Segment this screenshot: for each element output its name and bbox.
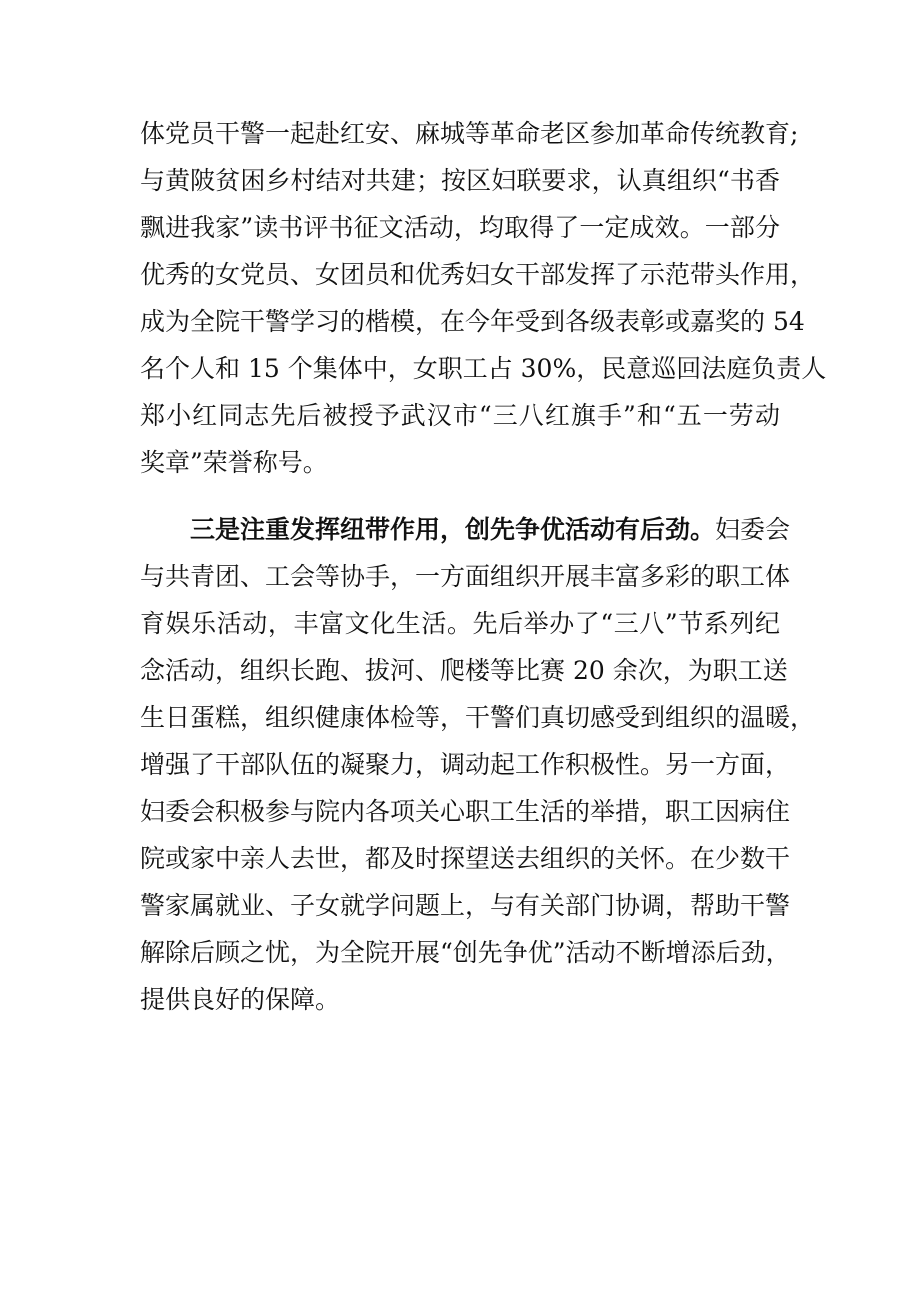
paragraph-2-line: 院或家中亲人去世，都及时探望送去组织的关怀。在少数干 — [140, 844, 791, 873]
paragraph-2-line: 妇委会积极参与院内各项关心职工生活的举措，职工因病住 — [140, 797, 791, 826]
paragraph-1-line: 体党员干警一起赴红安、麻城等革命老区参加革命传统教育; — [140, 119, 799, 148]
paragraph-2-line: 解除后顾之忧，为全院开展“创先争优”活动不断增添后劲， — [140, 938, 791, 967]
paragraph-1-line: 名个人和 15 个集体中，女职工占 30%，民意巡回法庭负责人 — [140, 354, 827, 383]
paragraph-2-line: 与共青团、工会等协手，一方面组织开展丰富多彩的职工体 — [140, 562, 791, 591]
paragraph-1-line: 飘进我家”读书评书征文活动，均取得了一定成效。一部分 — [140, 213, 780, 242]
paragraph-2-first-line — [140, 506, 791, 553]
paragraph-2-line: 增强了干部队伍的凝聚力，调动起工作积极性。另一方面， — [140, 750, 791, 779]
paragraph-1 — [140, 110, 827, 486]
paragraph-2-line: 育娱乐活动，丰富文化生活。先后举办了“三八”节系列纪 — [140, 609, 780, 638]
paragraph-2-line: 警家属就业、子女就学问题上，与有关部门协调，帮助干警 — [140, 891, 791, 920]
paragraph-1-line: 与黄陂贫困乡村结对共建；按区妇联要求，认真组织“书香 — [140, 166, 780, 195]
paragraph-2-line: 念活动，组织长跑、拔河、爬楼等比赛 20 余次，为职工送 — [140, 656, 788, 685]
paragraph-1-line: 郑小红同志先后被授予武汉市“三八红旗手”和“五一劳动 — [140, 401, 780, 430]
paragraph-2 — [140, 506, 816, 1023]
paragraph-2-first-line-text: 妇委会 — [715, 515, 791, 544]
paragraph-1-line: 成为全院干警学习的楷模，在今年受到各级表彰或嘉奖的 54 — [140, 307, 805, 336]
paragraph-1-line: 优秀的女党员、女团员和优秀妇女干部发挥了示范带头作用， — [140, 260, 816, 289]
paragraph-2-line: 生日蛋糕，组织健康体检等，干警们真切感受到组织的温暖， — [140, 703, 816, 732]
paragraph-2-line: 提供良好的保障。 — [140, 985, 341, 1014]
document-body — [140, 110, 827, 1023]
paragraph-gap — [140, 486, 780, 506]
section-heading: 三是注重发挥纽带作用，创先争优活动有后劲。 — [190, 515, 716, 544]
paragraph-1-line: 奖章”荣誉称号。 — [140, 448, 328, 477]
